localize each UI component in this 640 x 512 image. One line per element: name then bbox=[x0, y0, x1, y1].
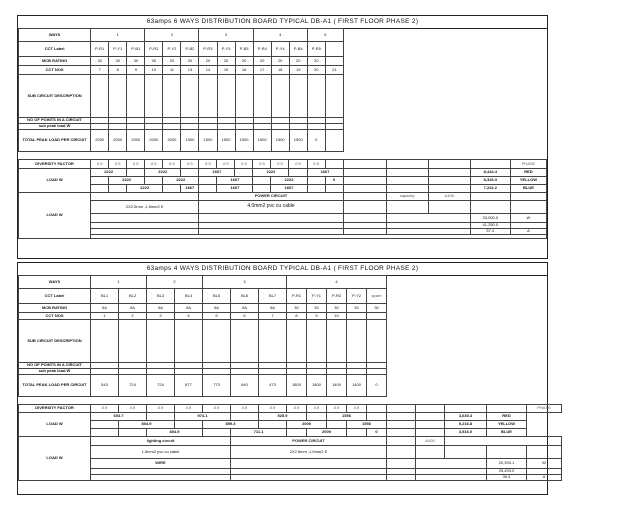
board-1-title: 63amps 6 WAYS DISTRIBUTION BOARD TYPICAL DB-A1 ( FIRST FLOOR PHASE 2) bbox=[18, 16, 547, 29]
cct-label: BL7 bbox=[259, 289, 287, 304]
mcb-row: MCB RATING bbox=[19, 304, 91, 313]
cct-label: BL4 bbox=[175, 289, 203, 304]
diversity-value: 0.9 bbox=[235, 160, 253, 169]
total-value: 773 bbox=[203, 375, 231, 397]
diversity-value: 0.9 bbox=[91, 405, 119, 413]
total-value: 1500 bbox=[289, 130, 307, 152]
cct-label: BL1 bbox=[91, 289, 119, 304]
load-red: 2222 bbox=[145, 169, 181, 177]
cct-no: 8 bbox=[287, 313, 307, 320]
diversity-value: 0.9 bbox=[307, 405, 327, 413]
total-watts: 20,393.1 bbox=[487, 459, 527, 469]
total-amps-unit: A bbox=[510, 229, 546, 235]
phase-label: PHASE bbox=[527, 405, 562, 413]
way-4: 4 bbox=[253, 29, 307, 42]
diversity-value: 0.9 bbox=[109, 160, 127, 169]
diversity-value: 0.9 bbox=[147, 405, 175, 413]
mcb-value: 20 bbox=[253, 57, 271, 66]
total-watts-unit: W bbox=[527, 459, 562, 469]
total-peak-row: TOTAL PEAK LOAD PER CIRCUIT bbox=[19, 130, 91, 152]
total-value: 640 bbox=[231, 375, 259, 397]
phase-yellow-label: YELLOW bbox=[487, 421, 527, 429]
phase-red-label: RED bbox=[487, 413, 527, 421]
total-amps-unit: A bbox=[527, 475, 562, 481]
sub-circuit-desc-row: SUB CIRCUIT DESCRIPTION bbox=[19, 320, 91, 363]
way-2: 2 bbox=[147, 276, 203, 289]
diversity-value: 0.9 bbox=[231, 405, 259, 413]
ways-label: WAYS bbox=[19, 29, 91, 42]
way-1: 1 bbox=[91, 276, 147, 289]
cct-no: 10 bbox=[327, 313, 347, 320]
cct-no: 3 bbox=[147, 313, 175, 320]
way-3: 3 bbox=[199, 29, 253, 42]
cable-spec-a: 2X2.5mm ,1.5mm2 E bbox=[91, 201, 199, 214]
cct-label: P-R4 bbox=[253, 42, 271, 57]
cct-label: P-Y4 bbox=[271, 42, 289, 57]
board-2-load-table bbox=[18, 404, 562, 481]
cct-label: P-R3 bbox=[199, 42, 217, 57]
total-value: 724 bbox=[119, 375, 147, 397]
capacity-label: capacity bbox=[386, 193, 428, 201]
total-amps: 57.4 bbox=[470, 229, 510, 235]
cct-no: 5 bbox=[203, 313, 231, 320]
diversity-value: 0.9 bbox=[259, 405, 287, 413]
cct-label: P-B4 bbox=[289, 42, 307, 57]
mcb-value: 5A bbox=[91, 304, 119, 313]
load-yellow: 859.3 bbox=[203, 421, 259, 429]
diversity-value: 0.9 bbox=[119, 405, 147, 413]
load-yellow: 2222 bbox=[163, 177, 199, 185]
cct-no: 7 bbox=[259, 313, 287, 320]
diversity-value: 0.9 bbox=[347, 405, 367, 413]
total-value: 543 bbox=[91, 375, 119, 397]
cct-nos-row: CCT NOS bbox=[19, 313, 91, 320]
load-yellow: 1667 bbox=[217, 177, 253, 185]
mcb-value: 20 bbox=[307, 57, 325, 66]
cct-label: P-Y1 bbox=[307, 289, 327, 304]
total-value: 0 bbox=[307, 130, 325, 152]
diversity-value: 0.9 bbox=[203, 405, 231, 413]
cable-spec-b: 4.0mm2 pvc cu cable bbox=[199, 201, 343, 214]
load-red: 525.9 bbox=[259, 413, 307, 421]
cct-no: 9 bbox=[127, 66, 145, 75]
total-value: 1800 bbox=[307, 375, 327, 397]
phase-total-red: 3,630.3 bbox=[445, 413, 487, 421]
phase-total-yellow: 8,333.3 bbox=[470, 177, 510, 185]
load-red: 1556 bbox=[327, 413, 367, 421]
sub-circuit-desc-row: SUB CIRCUIT DESCRIPTION bbox=[19, 75, 91, 118]
total-amps: 35.4 bbox=[487, 475, 527, 481]
cct-nos-row: CCT NOS bbox=[19, 66, 91, 75]
diversity-value: 0.9 bbox=[217, 160, 235, 169]
cct-no: 14 bbox=[199, 66, 217, 75]
total-value: 1500 bbox=[217, 130, 235, 152]
total-value: 1800 bbox=[287, 375, 307, 397]
board-2-table bbox=[18, 275, 562, 397]
total-value: 1500 bbox=[199, 130, 217, 152]
mcb-value: 30 bbox=[109, 57, 127, 66]
cable-spec-a: 1.5mm2 pvc cu cable bbox=[91, 446, 231, 459]
cct-no: 19 bbox=[289, 66, 307, 75]
cct-label: P-R1 bbox=[287, 289, 307, 304]
cct-label: P-R5 bbox=[307, 42, 325, 57]
desc-empty bbox=[325, 75, 343, 118]
load-row-2: LOAD W bbox=[19, 193, 91, 239]
cct-label: BL2 bbox=[119, 289, 147, 304]
load-blue: 1667 bbox=[181, 185, 199, 193]
board-1-load-table bbox=[18, 159, 547, 239]
total-va: 25,493.0 bbox=[487, 469, 527, 475]
total-value: 1500 bbox=[253, 130, 271, 152]
load-red: 2222 bbox=[253, 169, 289, 177]
cct-label-row: CCT Label bbox=[19, 42, 91, 57]
phase-label: PHASE bbox=[510, 160, 546, 169]
cct-label: P-R1 bbox=[91, 42, 109, 57]
load-blue: 0 bbox=[367, 429, 387, 437]
mcb-value: 5A bbox=[231, 304, 259, 313]
wire-label: WIRE bbox=[91, 459, 231, 469]
cct-label: P-Y3 bbox=[217, 42, 235, 57]
mcb-value: 20 bbox=[163, 57, 181, 66]
phase-total-blue: 3,516.0 bbox=[445, 429, 487, 437]
diversity-value: 0.9 bbox=[163, 160, 181, 169]
mcb-value: 30 bbox=[287, 304, 307, 313]
capacity-value: A100 bbox=[428, 193, 470, 201]
total-value: 2000 bbox=[163, 130, 181, 152]
mcb-value: 30 bbox=[367, 304, 387, 313]
peak-row: sub peak load W bbox=[19, 124, 91, 130]
diversity-value: 0.9 bbox=[199, 160, 217, 169]
cct-no: 2 bbox=[119, 313, 147, 320]
phase-blue-label: BLUE bbox=[487, 429, 527, 437]
mcb-value: 20 bbox=[235, 57, 253, 66]
mcb-value: 20 bbox=[289, 57, 307, 66]
way-3: 3 bbox=[203, 276, 287, 289]
load-yellow: 2222 bbox=[109, 177, 145, 185]
cct-label: P-R2 bbox=[327, 289, 347, 304]
load-red: 974.1 bbox=[175, 413, 231, 421]
diversity-value: 0.9 bbox=[287, 405, 307, 413]
cct-label: P-B3 bbox=[235, 42, 253, 57]
diversity-value: 0.9 bbox=[181, 160, 199, 169]
points-row: NO OF POINTS IN A CIRCUIT bbox=[19, 363, 91, 369]
total-peak-row: TOTAL PEAK LOAD PER CIRCUIT bbox=[19, 375, 91, 397]
diversity-value: 0.9 bbox=[271, 160, 289, 169]
total-value: 473 bbox=[259, 375, 287, 397]
mcb-value: 30 bbox=[327, 304, 347, 313]
load-blue: 1667 bbox=[271, 185, 307, 193]
total-value: 724 bbox=[147, 375, 175, 397]
cct-no: 18 bbox=[271, 66, 289, 75]
diversity-value: 0.9 bbox=[327, 405, 347, 413]
diversity-value: 0.9 bbox=[307, 160, 325, 169]
load-row: LOAD W bbox=[19, 169, 91, 193]
total-value: 2000 bbox=[91, 130, 109, 152]
total-va: 41,250.0 bbox=[470, 223, 510, 229]
cct-label: P-B2 bbox=[181, 42, 199, 57]
phase-yellow-label: YELLOW bbox=[510, 177, 546, 185]
cct-label: P-R2 bbox=[145, 42, 163, 57]
cct-no: 20 bbox=[307, 66, 325, 75]
mcb-value: 5A bbox=[175, 304, 203, 313]
phase-total-yellow: 5,216.8 bbox=[445, 421, 487, 429]
cct-no: 13 bbox=[181, 66, 199, 75]
way-1: 1 bbox=[91, 29, 145, 42]
cable-spec-b: 2X2.5mm ,1.5mm2 E bbox=[231, 446, 387, 459]
cct-label: P-Y1 bbox=[109, 42, 127, 57]
mcb-value: 20 bbox=[217, 57, 235, 66]
total-value: 2000 bbox=[127, 130, 145, 152]
cct-no: 17 bbox=[253, 66, 271, 75]
cct-no: 4 bbox=[175, 313, 203, 320]
cct-no: 1 bbox=[91, 313, 119, 320]
mcb-value: 20 bbox=[271, 57, 289, 66]
load-red: 603.7 bbox=[91, 413, 147, 421]
load-red: 1667 bbox=[199, 169, 235, 177]
total-value: 1500 bbox=[271, 130, 289, 152]
total-empty bbox=[325, 130, 343, 152]
ways-label: WAYS bbox=[19, 276, 91, 289]
diversity-row: DIVERSITY FACTOR bbox=[19, 405, 91, 413]
total-value: 1500 bbox=[235, 130, 253, 152]
cct-label: P-Y2 bbox=[347, 289, 367, 304]
diversity-value: 0.9 bbox=[145, 160, 163, 169]
diversity-value: 0.9 bbox=[175, 405, 203, 413]
cct-no: 9 bbox=[307, 313, 327, 320]
way-2: 2 bbox=[145, 29, 199, 42]
capacity-value: A100 bbox=[416, 437, 445, 446]
total-value: 1500 bbox=[181, 130, 199, 152]
power-circuit-label: POWER CIRCUIT bbox=[199, 193, 343, 201]
phase-total-blue: 7,222.2 bbox=[470, 185, 510, 193]
load-blue: 804.9 bbox=[147, 429, 203, 437]
cct-no: 7 bbox=[91, 66, 109, 75]
diversity-value: 0.9 bbox=[253, 160, 271, 169]
cct-label: P-Y2 bbox=[163, 42, 181, 57]
cct-no: 10 bbox=[145, 66, 163, 75]
total-value: 2000 bbox=[109, 130, 127, 152]
total-value: 1400 bbox=[347, 375, 367, 397]
mcb-value: 5A bbox=[147, 304, 175, 313]
mcb-value: 30 bbox=[127, 57, 145, 66]
mcb-value: 30 bbox=[145, 57, 163, 66]
load-red: 1667 bbox=[307, 169, 343, 177]
mcb-value: 20 bbox=[199, 57, 217, 66]
way-4: 4 bbox=[287, 276, 387, 289]
cct-label: spare bbox=[367, 289, 387, 304]
total-value: 1400 bbox=[327, 375, 347, 397]
board-2-title: 63amps 4 WAYS DISTRIBUTION BOARD TYPICAL DB-A1 ( FIRST FLOOR PHASE 2) bbox=[18, 263, 547, 276]
mcb-row: MCB RATING bbox=[19, 57, 91, 66]
mcb-value: 5A bbox=[119, 304, 147, 313]
cct-no: 15 bbox=[217, 66, 235, 75]
cct-label: BL3 bbox=[147, 289, 175, 304]
load-yellow: 0 bbox=[325, 177, 343, 185]
mcb-value: 30 bbox=[91, 57, 109, 66]
load-yellow: 2000 bbox=[287, 421, 327, 429]
load-blue: 711.1 bbox=[231, 429, 287, 437]
load-row: LOAD W bbox=[19, 413, 91, 437]
total-value: 877 bbox=[175, 375, 203, 397]
load-blue: 2000 bbox=[307, 429, 347, 437]
board-1-table bbox=[18, 28, 547, 152]
cct-label-empty bbox=[325, 42, 343, 57]
diversity-value: 0.9 bbox=[91, 160, 109, 169]
lighting-circuit-label: lighting circuit bbox=[91, 437, 231, 446]
cct-label: P-B1 bbox=[127, 42, 145, 57]
way-5: 5 bbox=[307, 29, 343, 42]
cct-label: BL5 bbox=[203, 289, 231, 304]
cct-no: 6 bbox=[231, 313, 259, 320]
load-blue: 1667 bbox=[217, 185, 253, 193]
load-yellow: 2222 bbox=[271, 177, 307, 185]
phase-blue-label: BLUE bbox=[510, 185, 546, 193]
load-red: 2222 bbox=[91, 169, 127, 177]
points-row: NO OF POINTS IN A CIRCUIT bbox=[19, 118, 91, 124]
mcb-value: 5A bbox=[259, 304, 287, 313]
cct-no: 11 bbox=[163, 66, 181, 75]
load-yellow: 804.9 bbox=[119, 421, 175, 429]
load-yellow: 1556 bbox=[347, 421, 387, 429]
distribution-board-1 bbox=[17, 15, 548, 259]
peak-row: sub peak load W bbox=[19, 369, 91, 375]
mcb-value: 20 bbox=[181, 57, 199, 66]
cct-no: 21 bbox=[325, 66, 343, 75]
mcb-value: 30 bbox=[307, 304, 327, 313]
load-blue: 2222 bbox=[127, 185, 163, 193]
diversity-row: DIVERSITY FACTOR bbox=[19, 160, 91, 169]
cct-no: 8 bbox=[109, 66, 127, 75]
desc-empty bbox=[307, 75, 325, 118]
cct-no: 16 bbox=[235, 66, 253, 75]
cct-label: BL6 bbox=[231, 289, 259, 304]
power-circuit-label: POWER CIRCUIT bbox=[231, 437, 387, 446]
total-watts-unit: W bbox=[510, 214, 546, 223]
total-value: 2000 bbox=[145, 130, 163, 152]
mcb-empty bbox=[325, 57, 343, 66]
phase-total-red: 8,444.4 bbox=[470, 169, 510, 177]
mcb-value: 5A bbox=[203, 304, 231, 313]
diversity-value: 0.9 bbox=[289, 160, 307, 169]
mcb-value: 30 bbox=[347, 304, 367, 313]
distribution-board-2 bbox=[17, 262, 551, 495]
diversity-value: 0.9 bbox=[127, 160, 145, 169]
load-row-2: LOAD W bbox=[19, 437, 91, 481]
phase-red-label: RED bbox=[510, 169, 546, 177]
total-watts: 33,000.0 bbox=[470, 214, 510, 223]
total-value: 0 bbox=[367, 375, 387, 397]
cct-label-row: CCT Label bbox=[19, 289, 91, 304]
